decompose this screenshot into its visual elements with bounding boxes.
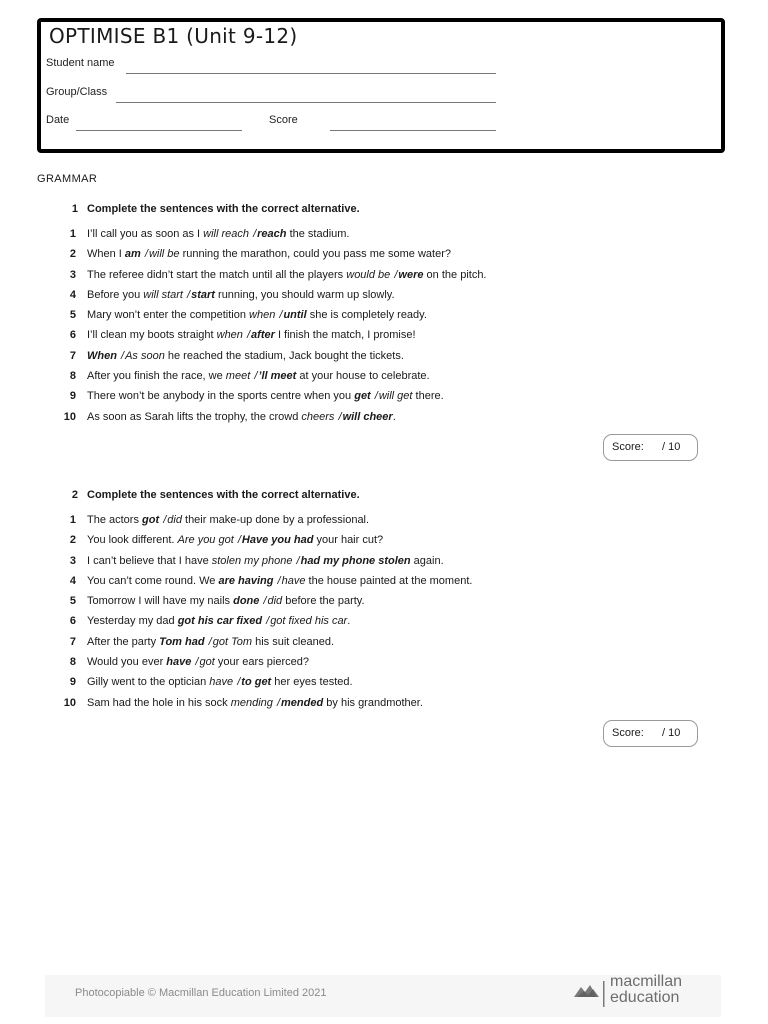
sentence-start: I can’t believe that I have [87,554,212,567]
sentence-end: she is completely ready. [306,309,427,322]
item-sentence [87,349,404,363]
alternative-separator: / [160,514,167,526]
alternative-separator: / [276,309,283,322]
task-instruction: Complete the sentences with the correct alternative. [87,489,360,501]
task-2-score-box [603,720,698,747]
sentence-start: Sam had the hole in his sock [87,696,231,709]
alternative-option-2[interactable]: reach [257,228,287,240]
alternative-option-2[interactable]: will cheer [342,410,393,423]
alternative-option-2[interactable]: were [398,268,424,281]
alternative-option-2[interactable]: start [191,288,215,301]
item-sentence [87,308,427,322]
logo-line-2: education [610,989,680,1006]
item-sentence [87,675,353,689]
sentence-start: I’ll call you as soon as I [87,228,204,240]
item-number: 2 [69,248,76,261]
sentence-end: . [392,410,396,423]
sentence-end: at your house to celebrate. [296,370,430,383]
alternative-option-1[interactable]: done [233,595,260,608]
alternative-separator: / [251,370,258,383]
item-number: 9 [69,676,76,689]
item-number: 8 [69,656,76,669]
logo-line-1: macmillan [610,973,683,990]
group-class-line[interactable] [116,102,496,103]
alternative-option-1[interactable]: mending [230,696,273,709]
alternative-option-1[interactable]: are having [218,574,274,587]
score-line[interactable] [330,130,496,131]
alternative-option-1[interactable]: will reach [203,228,250,240]
item-sentence [87,696,423,710]
item-number: 1 [69,228,76,240]
alternative-option-2[interactable]: ’ll meet [258,370,297,383]
sentence-start: There won’t be anybody in the sports centre when you [87,390,355,403]
alternative-option-1[interactable]: got his car fixed [177,615,263,628]
alternative-separator: / [141,248,148,261]
alternative-separator: / [263,615,270,628]
item-number: 4 [69,288,76,301]
item-sentence [87,533,383,547]
sentence-start: Yesterday my dad [87,615,178,628]
sentence-end: his suit cleaned. [252,635,334,648]
item-sentence [87,410,396,424]
sentence-end: there. [412,390,444,403]
alternative-separator: / [117,349,125,362]
sentence-end: running, you should warm up slowly. [214,288,395,301]
item-number: 6 [69,329,76,342]
item-number: 6 [69,615,76,628]
alternative-option-1[interactable]: stolen my phone [211,554,293,567]
sentence-start: After the party [87,635,160,648]
item-number: 3 [69,268,76,281]
alternative-separator: / [205,635,212,648]
student-name-label: Student name [46,57,115,69]
item-sentence [87,389,444,403]
score-box-label: Score: [612,727,644,739]
alternative-separator: / [234,534,241,547]
alternative-option-1[interactable]: When [87,349,117,362]
alternative-option-2[interactable]: did [167,514,182,526]
sentence-start: The actors [87,514,143,526]
alternative-option-2[interactable]: As soon [125,349,165,362]
date-label: Date [46,114,70,126]
alternative-option-2[interactable]: mended [281,696,324,709]
item-number: 7 [69,349,76,362]
item-number: 8 [69,370,76,383]
item-sentence [87,614,350,628]
sentence-end: running the marathon, could you pass me some water? [179,248,451,261]
item-number: 9 [69,390,76,403]
alternative-separator: / [192,656,199,669]
alternative-option-1[interactable]: am [124,248,141,261]
alternative-option-2[interactable]: did [267,595,283,608]
alternative-option-1[interactable]: will start [143,288,183,301]
sentence-end: your ears pierced? [214,656,309,669]
sentence-start: Gilly went to the optician [87,676,210,689]
sentence-start: After you finish the race, we [87,370,226,383]
alternative-option-1[interactable]: Tom had [159,635,205,648]
sentence-start: Tomorrow I will have my nails [87,595,234,608]
alternative-separator: / [274,574,281,587]
sentence-end: . [347,615,351,628]
alternative-option-1[interactable]: got [142,514,160,526]
alternative-separator: / [335,410,342,423]
item-sentence [87,635,334,649]
sentence-start: Before you [87,288,144,301]
sentence-start: As soon as Sarah lifts the trophy, the crowd [87,410,302,423]
alternative-option-1[interactable]: have [166,656,192,669]
item-sentence [87,574,472,588]
item-number: 10 [63,410,76,423]
alternative-separator: / [234,676,241,689]
score-box-max: / 10 [662,727,681,739]
item-number: 10 [63,696,76,709]
sentence-end: your hair cut? [313,534,384,547]
task-1-heading [60,203,360,215]
alternative-option-2[interactable]: got Tom [212,635,253,648]
item-number: 5 [69,309,76,322]
task-number: 1 [71,203,78,215]
sentence-end: her eyes tested. [271,676,353,689]
alternative-separator: / [391,268,398,281]
sentence-end: their make-up done by a professional. [181,514,370,526]
alternative-separator: / [260,595,267,608]
alternative-separator: / [243,329,251,342]
alternative-separator: / [184,288,191,301]
score-box-max: / 10 [662,441,681,453]
sentence-start: Would you ever [87,656,167,669]
task-number: 2 [71,489,78,501]
item-sentence [87,369,430,383]
sentence-start: You can’t come round. We [87,574,219,587]
date-line[interactable] [76,130,242,131]
item-number: 7 [69,635,76,648]
alternative-option-2[interactable]: Have you had [241,534,314,547]
sentence-end: on the pitch. [423,268,487,281]
alternative-separator: / [293,554,300,567]
item-sentence [87,328,416,342]
alternative-option-1[interactable]: would be [346,268,391,281]
item-sentence [87,554,444,568]
task-instruction: Complete the sentences with the correct alternative. [87,203,360,215]
score-label: Score [269,114,298,126]
alternative-option-2[interactable]: to get [241,676,272,689]
item-number: 5 [69,595,76,608]
item-sentence [87,594,365,608]
sentence-end: he reached the stadium, Jack bought the tickets. [164,349,404,362]
section-label: GRAMMAR [37,173,98,185]
sentence-end: the house painted at the moment. [305,574,473,587]
item-number: 4 [69,574,76,587]
item-sentence [87,268,487,282]
sentence-start: When I [87,248,125,261]
item-number: 2 [69,534,76,547]
alternative-option-2[interactable]: had my phone stolen [300,554,411,567]
task-1-score-box [603,434,698,461]
alternative-option-1[interactable]: have [209,676,234,689]
sentence-start: You look different. [87,534,178,547]
item-sentence [87,288,395,302]
alternative-option-2[interactable]: will get [378,390,413,403]
alternative-option-2[interactable]: got fixed his car [270,615,348,628]
alternative-option-2[interactable]: will be [148,248,180,261]
alternative-option-2[interactable]: got [199,656,215,669]
alternative-separator: / [371,390,378,403]
logo-wordmark [610,974,682,1006]
alternative-option-1[interactable]: meet [225,370,251,383]
task-2-heading [60,489,360,501]
item-sentence [87,227,350,241]
sentence-end: again. [410,554,444,567]
alternative-option-1[interactable]: Are you got [177,534,234,547]
alternative-option-1[interactable]: cheers [301,410,335,423]
alternative-separator: / [273,696,281,709]
sentence-start: Mary won’t enter the competition [87,309,250,322]
alternative-option-2[interactable]: until [283,309,307,322]
student-name-line[interactable] [126,73,496,74]
item-sentence [87,655,309,669]
alternative-option-1[interactable]: when [249,309,276,322]
item-number: 1 [69,514,76,526]
sentence-start: I’ll clean my boots straight [87,329,217,342]
sentence-end: I finish the match, I promise! [274,329,416,342]
copyright-text: Photocopiable © Macmillan Education Limited 2021 [75,987,327,999]
item-number: 3 [69,554,76,567]
group-class-label: Group/Class [46,86,108,98]
alternative-option-1[interactable]: get [354,390,371,403]
worksheet-title: OPTIMISE B1 (Unit 9-12) [49,24,298,48]
item-sentence [87,247,451,261]
sentence-end: before the party. [282,595,365,608]
alternative-option-2[interactable]: have [281,574,306,587]
alternative-option-1[interactable]: when [216,329,243,342]
item-sentence [87,513,369,527]
sentence-end: the stadium. [286,228,350,240]
alternative-separator: / [250,228,257,240]
alternative-option-2[interactable]: after [251,329,275,342]
header-box [37,18,725,153]
sentence-end: by his grandmother. [323,696,423,709]
score-box-label: Score: [612,441,644,453]
sentence-start: The referee didn’t start the match until all the players [87,268,347,281]
